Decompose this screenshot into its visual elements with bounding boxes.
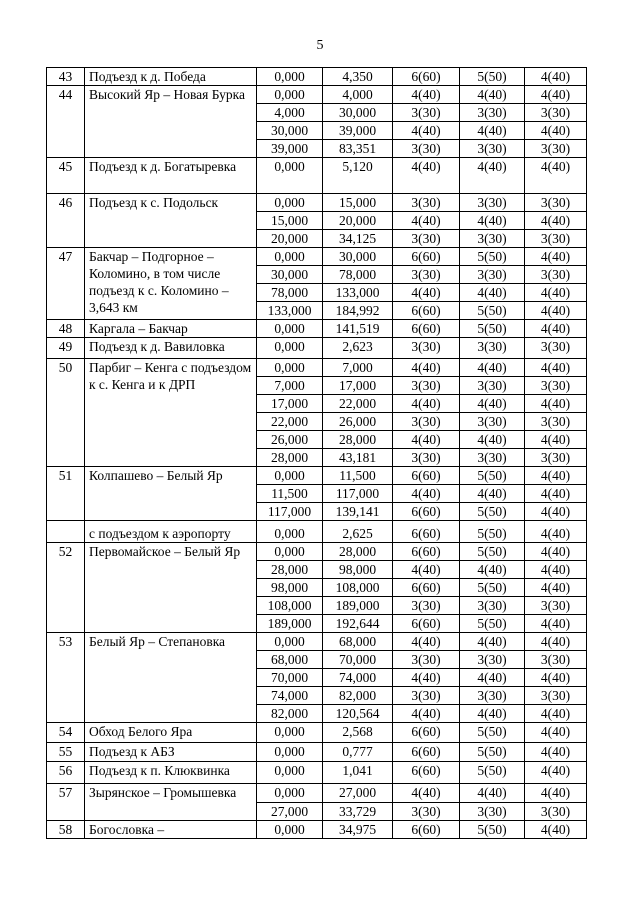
start-km: 27,000	[257, 803, 323, 821]
start-km: 98,000	[257, 579, 323, 597]
class-a: 4(40)	[393, 122, 460, 140]
start-km: 30,000	[257, 266, 323, 284]
end-km: 20,000	[323, 212, 393, 230]
road-name: Зырянское – Громышевка	[85, 784, 257, 821]
start-km: 108,000	[257, 597, 323, 615]
row-number: 56	[47, 762, 85, 784]
start-km: 20,000	[257, 230, 323, 248]
end-km: 139,141	[323, 503, 393, 521]
class-a: 6(60)	[393, 248, 460, 266]
class-a: 4(40)	[393, 705, 460, 723]
end-km: 33,729	[323, 803, 393, 821]
row-number: 43	[47, 68, 85, 86]
class-a: 3(30)	[393, 266, 460, 284]
end-km: 117,000	[323, 485, 393, 503]
class-c: 4(40)	[525, 395, 587, 413]
class-b: 3(30)	[460, 597, 525, 615]
row-number-empty	[47, 521, 85, 543]
start-km: 68,000	[257, 651, 323, 669]
road-name: Высокий Яр – Новая Бурка	[85, 86, 257, 158]
table-row	[47, 68, 587, 86]
end-km: 7,000	[323, 359, 393, 377]
class-b: 5(50)	[460, 762, 525, 784]
class-c: 3(30)	[525, 597, 587, 615]
class-a: 3(30)	[393, 651, 460, 669]
table-row	[47, 359, 587, 377]
class-c: 3(30)	[525, 449, 587, 467]
class-a: 3(30)	[393, 104, 460, 122]
end-km: 74,000	[323, 669, 393, 687]
table-row	[47, 194, 587, 212]
end-km: 4,000	[323, 86, 393, 104]
end-km: 22,000	[323, 395, 393, 413]
class-c: 4(40)	[525, 431, 587, 449]
class-c: 3(30)	[525, 803, 587, 821]
table-row	[47, 723, 587, 743]
row-number: 46	[47, 194, 85, 248]
row-number: 57	[47, 784, 85, 821]
end-km: 82,000	[323, 687, 393, 705]
class-c: 4(40)	[525, 615, 587, 633]
row-number: 47	[47, 248, 85, 320]
end-km: 30,000	[323, 248, 393, 266]
class-a: 6(60)	[393, 723, 460, 743]
class-c: 4(40)	[525, 579, 587, 597]
end-km: 184,992	[323, 302, 393, 320]
start-km: 78,000	[257, 284, 323, 302]
start-km: 0,000	[257, 633, 323, 651]
class-b: 3(30)	[460, 413, 525, 431]
start-km: 133,000	[257, 302, 323, 320]
end-km: 78,000	[323, 266, 393, 284]
class-b: 3(30)	[460, 266, 525, 284]
class-a: 6(60)	[393, 543, 460, 561]
road-name: Первомайское – Белый Яр	[85, 543, 257, 633]
class-b: 3(30)	[460, 230, 525, 248]
start-km: 15,000	[257, 212, 323, 230]
class-b: 4(40)	[460, 212, 525, 230]
end-km: 70,000	[323, 651, 393, 669]
start-km: 0,000	[257, 762, 323, 784]
class-c: 4(40)	[525, 68, 587, 86]
class-b: 3(30)	[460, 687, 525, 705]
class-b: 4(40)	[460, 284, 525, 302]
class-c: 4(40)	[525, 762, 587, 784]
end-km: 2,623	[323, 338, 393, 359]
end-km: 30,000	[323, 104, 393, 122]
start-km: 0,000	[257, 723, 323, 743]
class-c: 4(40)	[525, 723, 587, 743]
row-number: 44	[47, 86, 85, 158]
class-a: 6(60)	[393, 743, 460, 762]
class-c: 4(40)	[525, 784, 587, 803]
start-km: 0,000	[257, 68, 323, 86]
row-number: 54	[47, 723, 85, 743]
end-km: 83,351	[323, 140, 393, 158]
class-b: 4(40)	[460, 158, 525, 194]
table-row	[47, 467, 587, 485]
class-a: 6(60)	[393, 467, 460, 485]
class-a: 4(40)	[393, 784, 460, 803]
class-b: 5(50)	[460, 68, 525, 86]
class-a: 3(30)	[393, 377, 460, 395]
class-c: 4(40)	[525, 284, 587, 302]
start-km: 11,500	[257, 485, 323, 503]
class-b: 4(40)	[460, 431, 525, 449]
road-name: Колпашево – Белый Яр	[85, 467, 257, 521]
class-b: 5(50)	[460, 743, 525, 762]
class-b: 5(50)	[460, 579, 525, 597]
row-number: 53	[47, 633, 85, 723]
class-b: 3(30)	[460, 104, 525, 122]
road-name: Обход Белого Яра	[85, 723, 257, 743]
road-name: Подъезд к д. Богатыревка	[85, 158, 257, 194]
end-km: 68,000	[323, 633, 393, 651]
class-a: 6(60)	[393, 521, 460, 543]
end-km: 98,000	[323, 561, 393, 579]
class-a: 4(40)	[393, 633, 460, 651]
start-km: 0,000	[257, 248, 323, 266]
class-b: 5(50)	[460, 302, 525, 320]
class-b: 3(30)	[460, 194, 525, 212]
table-row	[47, 633, 587, 651]
road-name: Подъезд к АБЗ	[85, 743, 257, 762]
end-km: 108,000	[323, 579, 393, 597]
table-row	[47, 821, 587, 839]
table-row	[47, 338, 587, 359]
class-c: 4(40)	[525, 503, 587, 521]
road-name: Подъезд к д. Победа	[85, 68, 257, 86]
class-c: 3(30)	[525, 377, 587, 395]
class-c: 3(30)	[525, 194, 587, 212]
class-a: 3(30)	[393, 194, 460, 212]
class-b: 3(30)	[460, 338, 525, 359]
road-name: Подъезд к п. Клюквинка	[85, 762, 257, 784]
class-a: 4(40)	[393, 669, 460, 687]
class-c: 3(30)	[525, 338, 587, 359]
start-km: 0,000	[257, 743, 323, 762]
class-c: 4(40)	[525, 669, 587, 687]
class-a: 4(40)	[393, 86, 460, 104]
road-name: Богословка –	[85, 821, 257, 839]
end-km: 141,519	[323, 320, 393, 338]
class-b: 5(50)	[460, 543, 525, 561]
end-km: 5,120	[323, 158, 393, 194]
end-km: 2,625	[323, 521, 393, 543]
class-c: 4(40)	[525, 633, 587, 651]
class-b: 4(40)	[460, 395, 525, 413]
class-b: 5(50)	[460, 723, 525, 743]
table-row	[47, 86, 587, 104]
start-km: 82,000	[257, 705, 323, 723]
class-c: 4(40)	[525, 359, 587, 377]
start-km: 22,000	[257, 413, 323, 431]
end-km: 2,568	[323, 723, 393, 743]
row-number: 45	[47, 158, 85, 194]
class-c: 4(40)	[525, 302, 587, 320]
class-c: 4(40)	[525, 158, 587, 194]
class-c: 3(30)	[525, 266, 587, 284]
table-row	[47, 784, 587, 803]
class-b: 3(30)	[460, 140, 525, 158]
table-row	[47, 762, 587, 784]
row-number: 49	[47, 338, 85, 359]
start-km: 7,000	[257, 377, 323, 395]
start-km: 0,000	[257, 821, 323, 839]
class-b: 5(50)	[460, 248, 525, 266]
class-b: 5(50)	[460, 821, 525, 839]
class-a: 6(60)	[393, 68, 460, 86]
class-a: 6(60)	[393, 821, 460, 839]
class-a: 6(60)	[393, 302, 460, 320]
table-row	[47, 521, 587, 543]
road-name: Парбиг – Кенга с подъездом к с. Кенга и к ДРП	[85, 359, 257, 467]
class-a: 4(40)	[393, 158, 460, 194]
end-km: 120,564	[323, 705, 393, 723]
class-c: 4(40)	[525, 320, 587, 338]
class-c: 3(30)	[525, 413, 587, 431]
class-c: 4(40)	[525, 485, 587, 503]
class-c: 4(40)	[525, 467, 587, 485]
end-km: 28,000	[323, 431, 393, 449]
road-name: Подъезд к д. Вавиловка	[85, 338, 257, 359]
table-row	[47, 320, 587, 338]
class-b: 4(40)	[460, 122, 525, 140]
class-c: 4(40)	[525, 248, 587, 266]
class-a: 6(60)	[393, 762, 460, 784]
table-row	[47, 158, 587, 194]
end-km: 34,125	[323, 230, 393, 248]
row-number: 58	[47, 821, 85, 839]
class-b: 3(30)	[460, 377, 525, 395]
class-a: 3(30)	[393, 803, 460, 821]
class-c: 4(40)	[525, 86, 587, 104]
start-km: 17,000	[257, 395, 323, 413]
end-km: 11,500	[323, 467, 393, 485]
start-km: 0,000	[257, 194, 323, 212]
class-c: 4(40)	[525, 705, 587, 723]
class-a: 4(40)	[393, 284, 460, 302]
class-a: 4(40)	[393, 485, 460, 503]
class-a: 3(30)	[393, 413, 460, 431]
class-c: 3(30)	[525, 687, 587, 705]
road-subname: с подъездом к аэропорту	[85, 521, 257, 543]
class-a: 4(40)	[393, 431, 460, 449]
start-km: 0,000	[257, 338, 323, 359]
class-b: 4(40)	[460, 86, 525, 104]
start-km: 117,000	[257, 503, 323, 521]
class-b: 4(40)	[460, 485, 525, 503]
class-c: 4(40)	[525, 561, 587, 579]
class-b: 5(50)	[460, 615, 525, 633]
class-a: 6(60)	[393, 503, 460, 521]
end-km: 0,777	[323, 743, 393, 762]
class-a: 3(30)	[393, 140, 460, 158]
end-km: 15,000	[323, 194, 393, 212]
class-c: 3(30)	[525, 140, 587, 158]
class-b: 4(40)	[460, 669, 525, 687]
start-km: 0,000	[257, 320, 323, 338]
class-a: 6(60)	[393, 320, 460, 338]
road-name: Каргала – Бакчар	[85, 320, 257, 338]
class-c: 4(40)	[525, 521, 587, 543]
class-a: 3(30)	[393, 449, 460, 467]
class-c: 3(30)	[525, 651, 587, 669]
class-b: 5(50)	[460, 521, 525, 543]
class-b: 3(30)	[460, 803, 525, 821]
class-a: 6(60)	[393, 579, 460, 597]
start-km: 70,000	[257, 669, 323, 687]
class-b: 4(40)	[460, 784, 525, 803]
start-km: 0,000	[257, 784, 323, 803]
end-km: 28,000	[323, 543, 393, 561]
table-row	[47, 248, 587, 266]
start-km: 26,000	[257, 431, 323, 449]
road-name: Белый Яр – Степановка	[85, 633, 257, 723]
class-b: 5(50)	[460, 467, 525, 485]
class-a: 4(40)	[393, 561, 460, 579]
class-b: 4(40)	[460, 633, 525, 651]
start-km: 28,000	[257, 561, 323, 579]
class-c: 4(40)	[525, 212, 587, 230]
start-km: 0,000	[257, 158, 323, 194]
page-number: 5	[316, 38, 324, 53]
class-c: 4(40)	[525, 743, 587, 762]
class-b: 4(40)	[460, 705, 525, 723]
class-c: 3(30)	[525, 104, 587, 122]
start-km: 74,000	[257, 687, 323, 705]
end-km: 1,041	[323, 762, 393, 784]
start-km: 0,000	[257, 543, 323, 561]
class-c: 4(40)	[525, 543, 587, 561]
class-a: 4(40)	[393, 395, 460, 413]
start-km: 0,000	[257, 86, 323, 104]
class-b: 4(40)	[460, 359, 525, 377]
row-number: 52	[47, 543, 85, 633]
class-c: 4(40)	[525, 122, 587, 140]
road-name: Подъезд к с. Подольск	[85, 194, 257, 248]
end-km: 189,000	[323, 597, 393, 615]
start-km: 30,000	[257, 122, 323, 140]
start-km: 0,000	[257, 359, 323, 377]
class-a: 3(30)	[393, 338, 460, 359]
end-km: 39,000	[323, 122, 393, 140]
class-a: 3(30)	[393, 687, 460, 705]
class-b: 3(30)	[460, 651, 525, 669]
end-km: 133,000	[323, 284, 393, 302]
road-table	[46, 67, 587, 839]
row-number: 48	[47, 320, 85, 338]
class-b: 3(30)	[460, 449, 525, 467]
start-km: 28,000	[257, 449, 323, 467]
row-number: 50	[47, 359, 85, 467]
class-a: 4(40)	[393, 359, 460, 377]
end-km: 34,975	[323, 821, 393, 839]
end-km: 43,181	[323, 449, 393, 467]
class-c: 4(40)	[525, 821, 587, 839]
table-body	[47, 68, 587, 839]
class-a: 3(30)	[393, 597, 460, 615]
class-b: 4(40)	[460, 561, 525, 579]
table-row	[47, 743, 587, 762]
row-number: 55	[47, 743, 85, 762]
end-km: 4,350	[323, 68, 393, 86]
end-km: 27,000	[323, 784, 393, 803]
class-a: 4(40)	[393, 212, 460, 230]
row-number: 51	[47, 467, 85, 521]
end-km: 192,644	[323, 615, 393, 633]
start-km: 189,000	[257, 615, 323, 633]
class-c: 3(30)	[525, 230, 587, 248]
start-km: 39,000	[257, 140, 323, 158]
start-km: 0,000	[257, 521, 323, 543]
end-km: 26,000	[323, 413, 393, 431]
class-b: 5(50)	[460, 503, 525, 521]
road-name: Бакчар – Подгорное – Коломино, в том числе подъезд к с. Коломино – 3,643 км	[85, 248, 257, 320]
start-km: 4,000	[257, 104, 323, 122]
class-b: 5(50)	[460, 320, 525, 338]
class-a: 3(30)	[393, 230, 460, 248]
class-a: 6(60)	[393, 615, 460, 633]
start-km: 0,000	[257, 467, 323, 485]
end-km: 17,000	[323, 377, 393, 395]
table-row	[47, 543, 587, 561]
